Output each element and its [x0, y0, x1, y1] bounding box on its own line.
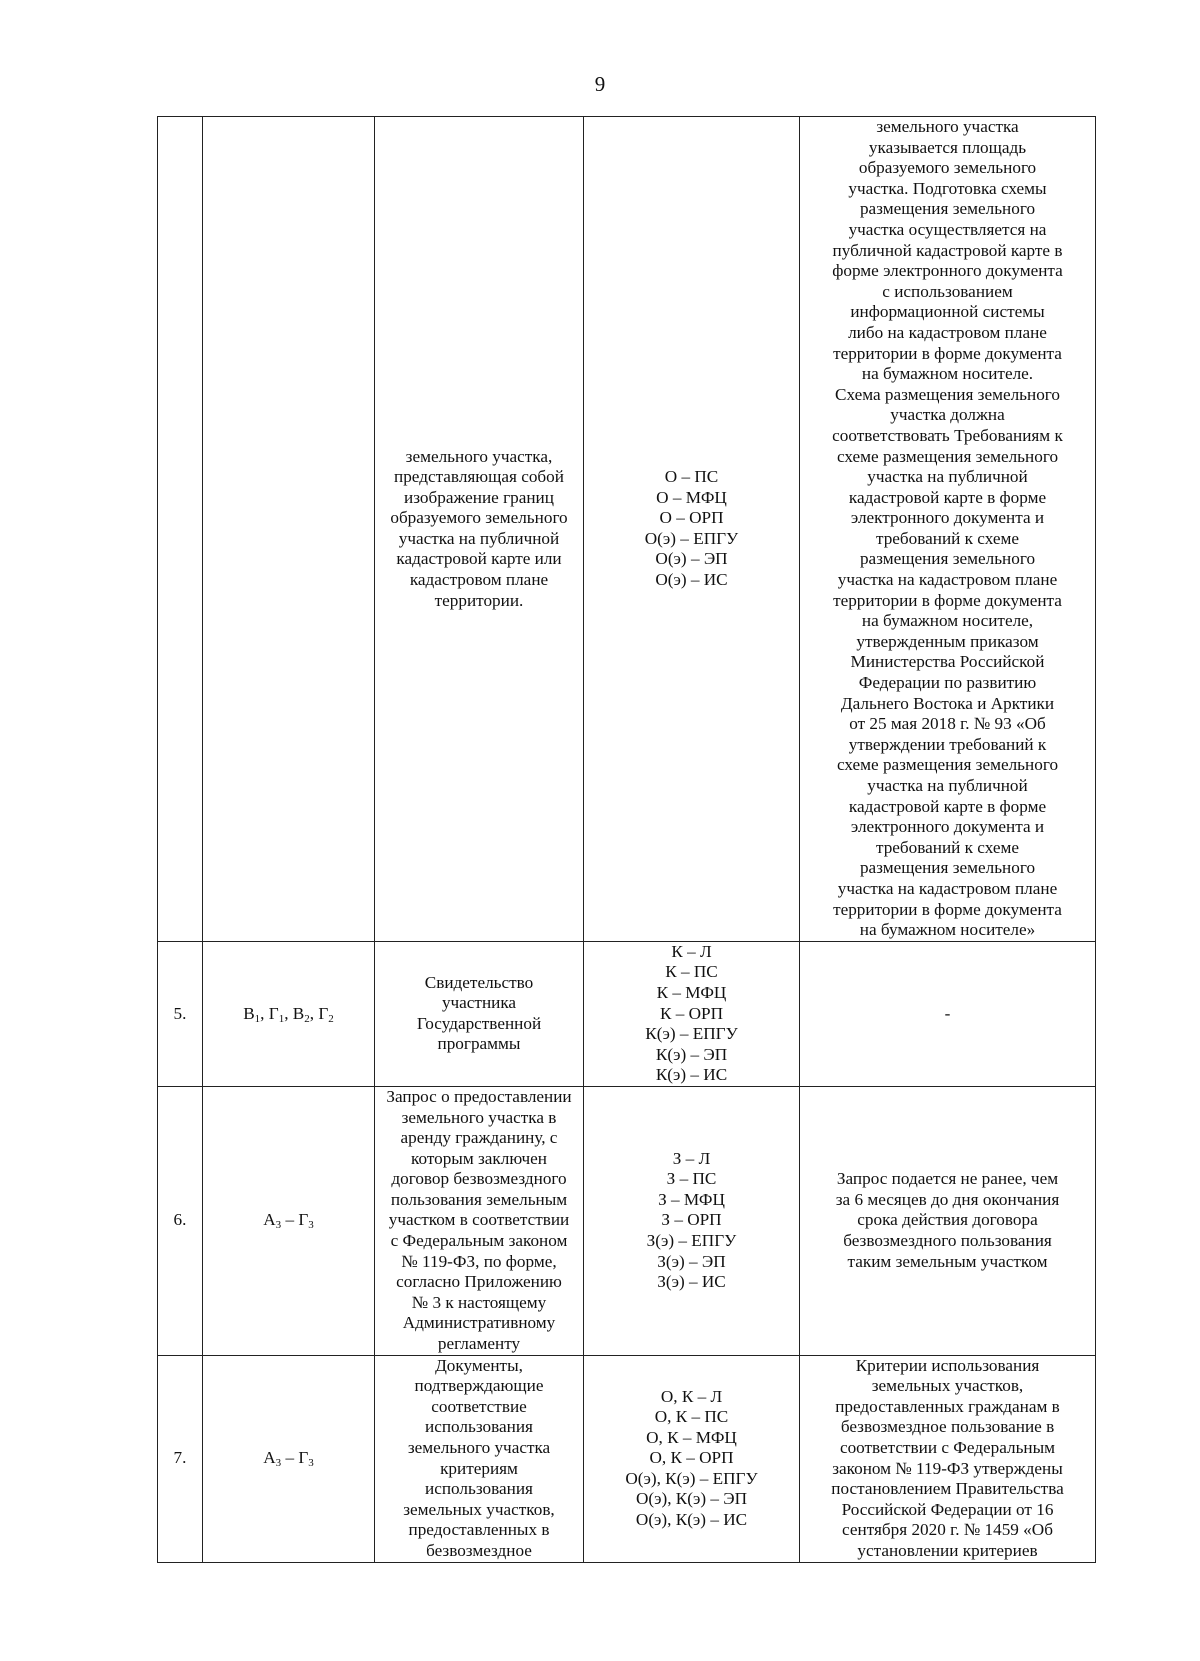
- text-line: таким земельным участком: [847, 1251, 1048, 1271]
- text-line: О(э) – ЕПГУ: [644, 528, 739, 548]
- text-line: образуемого земельного: [858, 158, 1037, 178]
- submission-codes-cell: [584, 941, 800, 1086]
- text-line: земельного участка в: [401, 1107, 557, 1127]
- text-line: Российской Федерации от 16: [841, 1499, 1054, 1519]
- categories-cell: [203, 1086, 375, 1355]
- text-line: постановлением Правительства: [831, 1479, 1064, 1499]
- note-cell: [800, 941, 1096, 1086]
- text-line: Министерства Российской: [850, 652, 1045, 672]
- document-cell: [375, 1355, 584, 1562]
- text-line: О – МФЦ: [656, 487, 727, 507]
- categories-cell: [203, 1355, 375, 1562]
- text-line: Запрос подается не ранее, чем: [836, 1169, 1059, 1189]
- text-line: либо на кадастровом плане: [848, 322, 1047, 342]
- categories-text: $В_1$, $Г_1$, $В_2$, $Г_2$: [243, 1003, 334, 1025]
- text-line: участка на публичной: [867, 467, 1028, 487]
- text-line: О(э) – ЭП: [655, 549, 728, 569]
- text-line: территории в форме документа: [833, 343, 1062, 363]
- text-line: О, К – ОРП: [649, 1448, 734, 1468]
- text-line: установлении критериев: [857, 1540, 1038, 1560]
- text-line: Дальнего Востока и Арктики: [840, 693, 1055, 713]
- text-line: на бумажном носителе,: [861, 611, 1034, 631]
- text-line: программы: [437, 1034, 521, 1054]
- text-line: З(э) – ЭП: [657, 1251, 726, 1271]
- categories-text: $А_3 - Г_3$: [263, 1448, 314, 1470]
- text-line: К(э) – ИС: [655, 1065, 728, 1085]
- table-row: [158, 117, 1096, 942]
- text-line: критериям: [440, 1458, 518, 1478]
- text-line: регламенту: [437, 1334, 521, 1354]
- text-line: участком в соответствии: [388, 1210, 570, 1230]
- text-line: утверждении требований к: [848, 734, 1047, 754]
- text-line: согласно Приложению: [396, 1272, 562, 1292]
- document-cell: [375, 1086, 584, 1355]
- text-line: электронного документа и: [850, 817, 1045, 837]
- text-line: О, К – Л: [660, 1386, 723, 1406]
- text-line: публичной кадастровой карте в: [832, 240, 1063, 260]
- text-line: К(э) – ЭП: [655, 1044, 728, 1064]
- text-line: О(э), К(э) – ЕПГУ: [625, 1468, 758, 1488]
- note-cell: [800, 117, 1096, 942]
- table-row: [158, 1086, 1096, 1355]
- submission-codes-cell: [584, 1355, 800, 1562]
- text-line: с использованием: [882, 281, 1013, 301]
- text-line: предоставленных гражданам в: [835, 1396, 1060, 1416]
- text-line: участка на публичной: [398, 528, 560, 548]
- text-line: К – МФЦ: [656, 982, 727, 1002]
- text-line: срока действия договора: [857, 1210, 1038, 1230]
- text-line: представляющая собой: [394, 467, 564, 487]
- text-line: сентября 2020 г. № 1459 «Об: [842, 1520, 1053, 1540]
- text-line: З – Л: [672, 1148, 711, 1168]
- text-line: земельного участка: [876, 117, 1019, 136]
- text-line: от 25 мая 2018 г. № 93 «Об: [849, 714, 1046, 734]
- text-line: Схема размещения земельного: [834, 384, 1061, 404]
- text-line: кадастровом плане: [409, 570, 549, 590]
- text-line: З(э) – ЕПГУ: [646, 1231, 737, 1251]
- note-cell: [800, 1355, 1096, 1562]
- text-line: З – ПС: [666, 1169, 717, 1189]
- text-line: законом № 119-ФЗ утверждены: [832, 1458, 1063, 1478]
- text-line: К – ОРП: [659, 1003, 724, 1023]
- text-line: О, К – ПС: [654, 1407, 729, 1427]
- text-line: указывается площадь: [868, 137, 1027, 157]
- text-line: О(э), К(э) – ИС: [635, 1510, 748, 1530]
- note-cell: [800, 1086, 1096, 1355]
- text-line: Государственной: [416, 1013, 542, 1033]
- text-line: требований к схеме: [875, 528, 1020, 548]
- categories-cell: [203, 117, 375, 942]
- text-line: участка на публичной: [867, 776, 1028, 795]
- text-line: -: [944, 1003, 951, 1023]
- text-line: № 3 к настоящему: [411, 1292, 547, 1312]
- row-number-cell: 7.: [158, 1355, 203, 1562]
- text-line: безвозмездное пользование в: [840, 1417, 1055, 1437]
- text-line: безвозмездного пользования: [843, 1231, 1052, 1251]
- text-line: кадастровой карте в форме: [848, 487, 1047, 507]
- text-line: О – ОРП: [659, 508, 724, 528]
- categories-cell: [203, 941, 375, 1086]
- submission-codes-cell: [584, 117, 800, 942]
- text-line: участка на кадастровом плане: [837, 570, 1058, 590]
- text-line: Критерии использования: [855, 1355, 1040, 1375]
- text-line: изображение границ: [404, 487, 554, 507]
- text-line: утвержденным приказом: [856, 631, 1039, 651]
- text-line: использования: [425, 1479, 533, 1499]
- document-cell: [375, 941, 584, 1086]
- text-line: земельных участков,: [871, 1376, 1024, 1396]
- row-number-cell: 5.: [158, 941, 203, 1086]
- text-line: за 6 месяцев до дня окончания: [835, 1189, 1060, 1209]
- table-row: [158, 1355, 1096, 1562]
- text-line: электронного документа и: [850, 508, 1045, 528]
- text-line: требований к схеме: [875, 837, 1020, 857]
- text-line: территории.: [434, 590, 524, 610]
- text-line: использования: [425, 1417, 533, 1437]
- text-line: О, К – МФЦ: [646, 1427, 737, 1447]
- text-line: участка на кадастровом плане: [837, 878, 1058, 898]
- text-line: З – ОРП: [661, 1210, 722, 1230]
- text-line: с Федеральным законом: [390, 1231, 568, 1251]
- text-line: размещения земельного: [859, 199, 1036, 219]
- text-line: З(э) – ИС: [657, 1272, 726, 1292]
- text-line: земельного участка,: [405, 446, 553, 466]
- text-line: Свидетельство: [424, 972, 534, 992]
- text-line: К – Л: [671, 941, 712, 961]
- text-line: кадастровой карте в форме: [848, 796, 1047, 816]
- text-line: соответствие: [431, 1396, 527, 1416]
- text-line: земельных участков,: [403, 1499, 555, 1519]
- text-line: на бумажном носителе.: [861, 364, 1034, 384]
- text-line: образуемого земельного: [390, 508, 568, 528]
- text-line: участка должна: [890, 405, 1005, 425]
- text-line: территории в форме документа: [833, 899, 1062, 919]
- text-line: О(э), К(э) – ЭП: [635, 1489, 748, 1509]
- categories-text: $А_3 - Г_3$: [263, 1210, 314, 1232]
- text-line: информационной системы: [850, 302, 1045, 322]
- text-line: договор безвозмездного: [391, 1169, 567, 1189]
- text-line: земельного участка: [407, 1438, 551, 1457]
- text-line: предоставленных в: [408, 1520, 550, 1540]
- text-line: Документы,: [435, 1355, 523, 1375]
- text-line: № 119-ФЗ, по форме,: [401, 1251, 557, 1271]
- text-line: территории в форме документа: [833, 590, 1062, 610]
- text-line: кадастровой карте или: [396, 549, 562, 569]
- text-line: схеме размещения земельного: [836, 755, 1059, 775]
- text-line: аренду гражданину, с: [400, 1128, 558, 1148]
- document-cell: [375, 117, 584, 942]
- page-number: 9: [594, 72, 606, 96]
- row-number-cell: [158, 117, 203, 942]
- text-line: О(э) – ИС: [655, 570, 728, 590]
- text-line: Федерации по развитию: [858, 673, 1037, 693]
- text-line: соответствовать Требованиям к: [832, 425, 1063, 445]
- row-number-cell: 6.: [158, 1086, 203, 1355]
- text-line: Запрос о предоставлении: [386, 1086, 572, 1106]
- text-line: схеме размещения земельного: [836, 446, 1059, 466]
- text-line: форме электронного документа: [832, 261, 1063, 281]
- text-line: безвозмездное: [426, 1540, 532, 1560]
- table-row: [158, 941, 1096, 1086]
- text-line: К(э) – ЕПГУ: [645, 1024, 738, 1044]
- text-line: О – ПС: [664, 467, 719, 487]
- text-line: Административному: [402, 1313, 556, 1333]
- documents-table: [157, 116, 1096, 1563]
- text-line: которым заключен: [410, 1148, 548, 1168]
- text-line: размещения земельного: [859, 858, 1036, 878]
- text-line: З – МФЦ: [658, 1189, 725, 1209]
- text-line: участка осуществляется на: [848, 219, 1047, 239]
- submission-codes-cell: [584, 1086, 800, 1355]
- text-line: участника: [441, 993, 517, 1013]
- text-line: размещения земельного: [859, 549, 1036, 569]
- text-line: подтверждающие: [414, 1376, 544, 1396]
- text-line: пользования земельным: [390, 1189, 568, 1209]
- text-line: на бумажном носителе»: [859, 920, 1036, 940]
- text-line: соответствии с Федеральным: [839, 1438, 1056, 1457]
- text-line: участка. Подготовка схемы: [848, 178, 1047, 198]
- text-line: К – ПС: [665, 962, 718, 982]
